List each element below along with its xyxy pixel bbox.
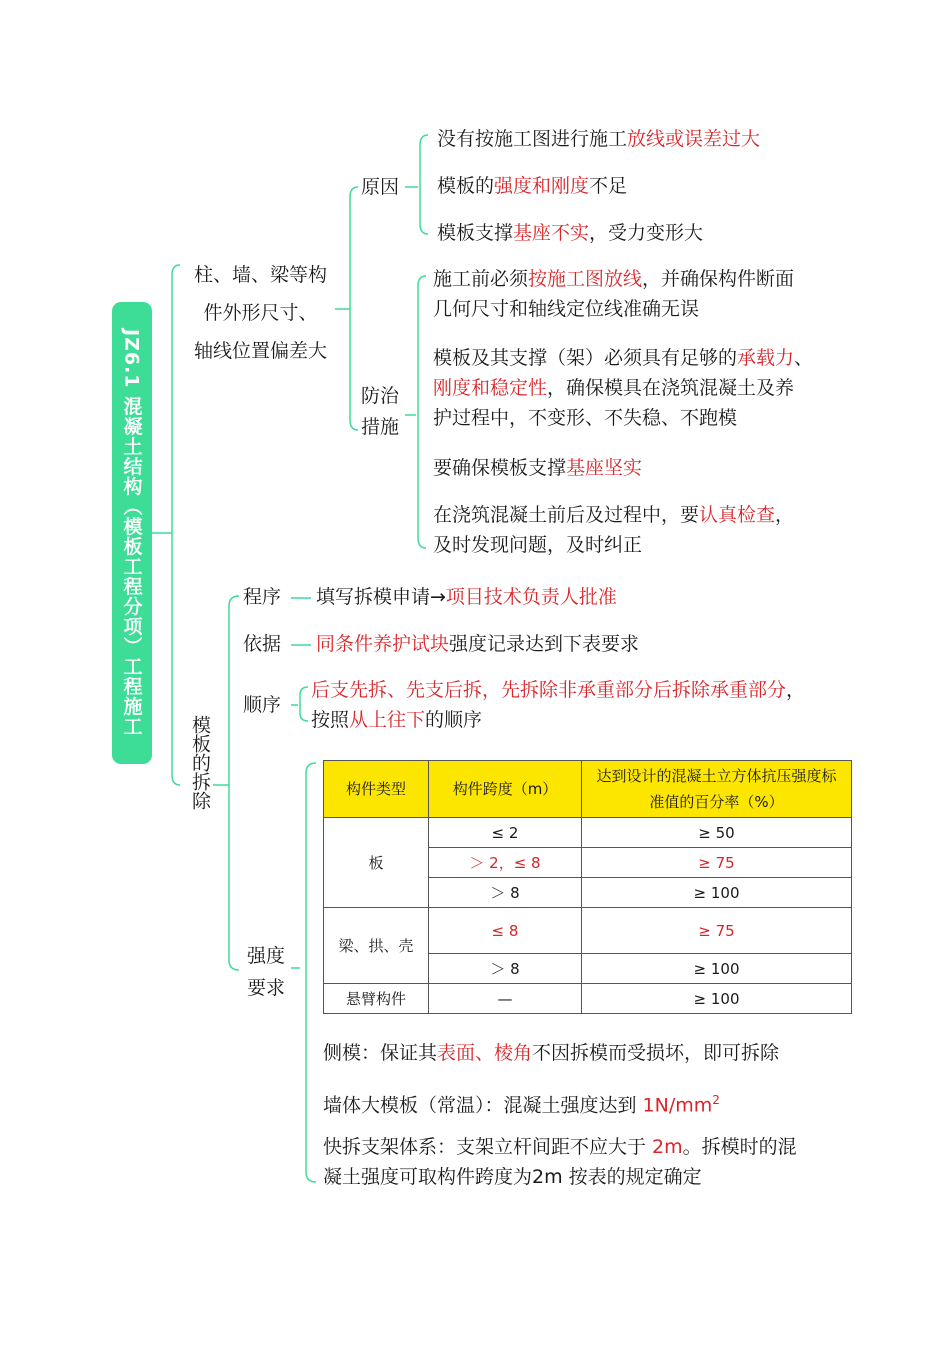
strength-label: 强度 要求: [247, 945, 286, 999]
cause-item: 模板的强度和刚度不足: [437, 175, 628, 197]
procedure-text: 填写拆模申请→项目技术负责人批准: [316, 586, 617, 608]
table-header: 构件跨度（m）: [429, 761, 582, 818]
cause-label: 原因: [361, 176, 400, 198]
order-text: 后支先拆、先支后拆，先拆除非承重部分后拆除承重部分， 按照从上往下的顺序: [311, 679, 806, 731]
branch1-label-line: 件外形尺寸、: [203, 302, 318, 324]
order-label: 顺序: [243, 694, 282, 716]
table-cell-pct: ≥ 75: [582, 848, 852, 878]
table-cell-span: ＞ 8: [429, 878, 582, 908]
strength-table: [323, 760, 852, 1014]
table-cell-span: ≤ 8: [429, 908, 582, 954]
branch1-label-line: 轴线位置偏差大: [193, 340, 327, 362]
table-cell-pct: ≥ 50: [582, 818, 852, 848]
table-cell-span: ＞ 8: [429, 954, 582, 984]
measures-label: 防治 措施: [361, 385, 400, 438]
table-cell-pct: ≥ 75: [582, 908, 852, 954]
table-cell-span: —: [429, 984, 582, 1014]
table-cell-type: 悬臂构件: [324, 984, 429, 1014]
basis-text: 同条件养护试块强度记录达到下表要求: [316, 633, 640, 655]
quick-support-note: 快拆支架体系：支架立杆间距不应大于 2m。拆模时的混 凝土强度可取构件跨度为2m 按表的规定确定: [323, 1136, 797, 1188]
table-cell-type: 板: [324, 818, 429, 908]
table-header: 构件类型: [324, 761, 429, 818]
wall-mold-note: 墙体大模板（常温）：混凝土强度达到 $1N/mm^2$: [323, 1093, 720, 1117]
table-cell-pct: ≥ 100: [582, 984, 852, 1014]
table-row: [324, 984, 852, 1014]
measure-item: 要确保模板支撑基座坚实: [433, 457, 643, 479]
side-mold-note: 侧模：保证其表面、棱角不因拆模而受损坏，即可拆除: [323, 1042, 780, 1064]
cause-item: 模板支撑基座不实，受力变形大: [437, 222, 704, 244]
table-cell-pct: ≥ 100: [582, 954, 852, 984]
cause-item: 没有按施工图进行施工放线或误差过大: [437, 128, 761, 150]
table-cell-span: ＞ 2，≤ 8: [429, 848, 582, 878]
procedure-label: 程序: [243, 586, 282, 608]
table-cell-pct: ≥ 100: [582, 878, 852, 908]
measure-item: 在浇筑混凝土前后及过程中，要认真检查， 及时发现问题，及时纠正: [433, 504, 795, 556]
measure-item: 模板及其支撑（架）必须具有足够的承载力、 刚度和稳定性，确保模具在浇筑混凝土及养 护过程中，不变形、不失稳、不跑模: [433, 347, 814, 429]
table-cell-span: ≤ 2: [429, 818, 582, 848]
branch1-label-line: 柱、墙、梁等构: [193, 264, 327, 286]
root-title-box: [112, 302, 152, 764]
table-header: 达到设计的混凝土立方体抗压强度标准值的百分率（%）: [582, 761, 852, 818]
table-row: [324, 818, 852, 848]
measure-item: 施工前必须按施工图放线，并确保构件断面 几何尺寸和轴线定位线准确无误: [433, 268, 795, 320]
root-title: JZ6.1 混凝土结构（模板工程分项）工程施工: [120, 329, 143, 737]
branch2-label: 模板的拆除: [189, 715, 211, 810]
table-row: [324, 908, 852, 954]
basis-label: 依据: [243, 633, 282, 655]
table-cell-type: 梁、拱、壳: [324, 908, 429, 984]
branch1-label: [183, 256, 338, 370]
